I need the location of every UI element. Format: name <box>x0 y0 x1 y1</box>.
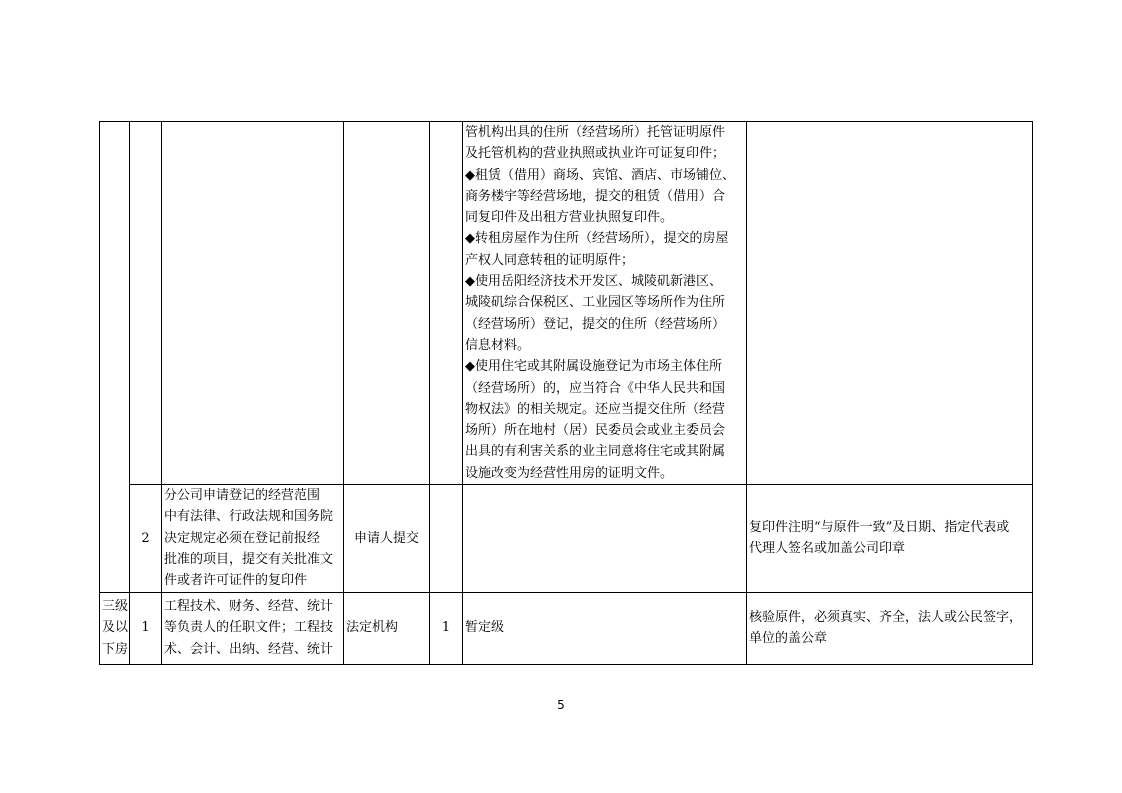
materials-cell <box>463 485 747 592</box>
materials-line: 城陵矶综合保税区、工业园区等场所作为住所 <box>465 295 726 311</box>
materials-line: （经营场所）登记，提交的住所（经营场所） <box>465 316 726 332</box>
source-cell: 法定机构 <box>344 592 430 664</box>
source-cell <box>344 122 430 485</box>
category-line: 下房 <box>102 641 129 657</box>
item-cell <box>162 122 344 485</box>
materials-line: 产权人同意转租的证明原件； <box>465 252 635 268</box>
table-row <box>100 485 1033 592</box>
page-number: 5 <box>557 698 565 712</box>
item-line: 中有法律、行政法规和国务院 <box>164 509 334 525</box>
materials-line: 出具的有利害关系的业主同意将住宅或其附属 <box>465 444 726 460</box>
seq-cell: 2 <box>130 485 162 592</box>
sub-seq-cell <box>430 485 463 592</box>
item-line: 批准的项目，提交有关批准文 <box>164 551 334 567</box>
materials-line: ◆租赁（借用）商场、宾馆、酒店、市场铺位、 <box>465 167 735 183</box>
item-line: 决定规定必须在登记前报经 <box>164 530 321 546</box>
remark-cell <box>747 592 1033 664</box>
table-row <box>100 592 1033 664</box>
remark-cell <box>747 122 1033 485</box>
materials-line: （经营场所）的，应当符合《中华人民共和国 <box>465 380 726 396</box>
materials-line: 管机构出具的住所（经营场所）托管证明原件 <box>465 125 726 140</box>
materials-line: ◆使用住宅或其附属设施登记为市场主体住所 <box>465 359 722 375</box>
materials-line: 商务楼宇等经营场地，提交的租赁（借用）合 <box>465 188 726 204</box>
item-line: 工程技术、财务、经营、统计 <box>164 599 334 615</box>
remark-line: 代理人签名或加盖公司印章 <box>749 541 906 557</box>
requirements-table <box>99 121 1033 665</box>
remark-line: 核验原件，必须真实、齐全，法人或公民签字， <box>749 609 1023 625</box>
item-line: 件或者许可证件的复印件 <box>164 573 308 589</box>
remark-line: 单位的盖公章 <box>749 631 828 647</box>
category-cell <box>100 122 130 593</box>
materials-line: 及托管机构的营业执照或执业许可证复印件； <box>465 146 726 162</box>
materials-cell <box>463 122 747 485</box>
sub-seq-cell <box>430 122 463 485</box>
item-cell <box>162 592 344 664</box>
sub-seq-cell: 1 <box>430 592 463 664</box>
table-row <box>100 122 1033 485</box>
materials-line: 场所）所在地村（居）民委员会或业主委员会 <box>465 423 726 439</box>
item-cell <box>162 485 344 592</box>
materials-line: ◆使用岳阳经济技术开发区、城陵矶新港区、 <box>465 274 722 290</box>
materials-line: 物权法》的相关规定。还应当提交住所（经营 <box>465 401 726 417</box>
materials-line: 同复印件及出租方营业执照复印件。 <box>465 210 674 226</box>
category-cell <box>100 592 130 664</box>
remark-line: 复印件注明“与原件一致”及日期、指定代表或 <box>749 519 1010 535</box>
item-line: 术、会计、出纳、经营、统计 <box>164 641 334 657</box>
item-line: 分公司申请登记的经营范围 <box>164 488 321 504</box>
remark-cell <box>747 485 1033 592</box>
materials-cell: 暂定级 <box>463 592 747 664</box>
materials-line: 设施改变为经营性用房的证明文件。 <box>465 465 674 481</box>
category-line: 三级 <box>102 599 129 615</box>
item-line: 等负责人的任职文件；工程技 <box>164 620 334 636</box>
seq-cell <box>130 122 162 485</box>
category-line: 及以 <box>102 620 129 636</box>
seq-cell: 1 <box>130 592 162 664</box>
source-cell: 申请人提交 <box>344 485 430 592</box>
materials-line: 信息材料。 <box>465 337 531 353</box>
materials-line: ◆转租房屋作为住所（经营场所），提交的房屋 <box>465 231 729 247</box>
